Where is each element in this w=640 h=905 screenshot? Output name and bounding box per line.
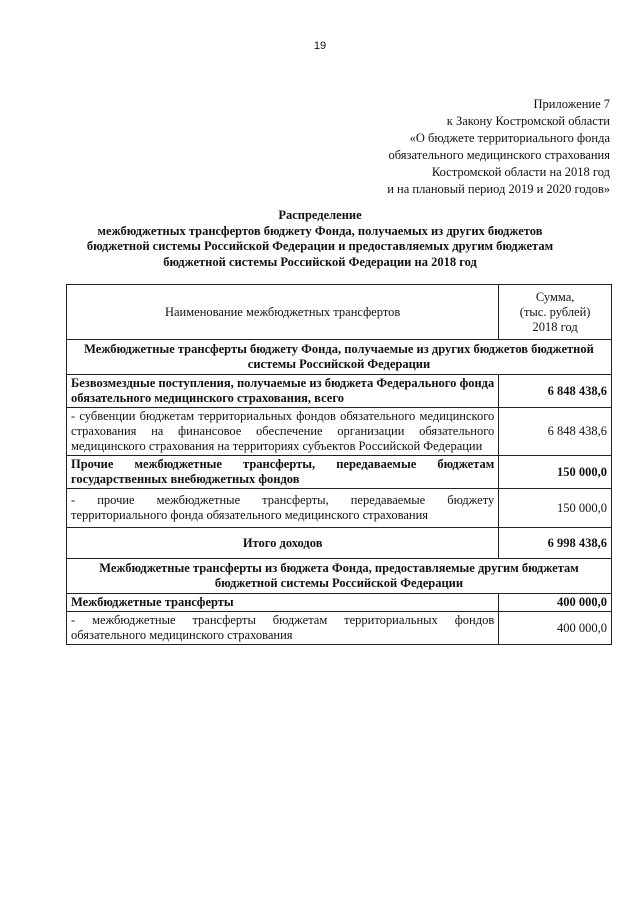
appendix-line: «О бюджете территориального фонда xyxy=(409,131,610,145)
row-value: 6 848 438,6 xyxy=(499,408,612,456)
table-row xyxy=(67,456,612,489)
row-name: - межбюджетные трансферты бюджетам территориальных фондов обязательного медицинского страхования xyxy=(67,612,499,645)
row-value: 150 000,0 xyxy=(499,456,612,489)
row-name: - прочие межбюджетные трансферты, передаваемые бюджету территориального фонда обязательного медицинского страхования xyxy=(67,489,499,528)
table-row xyxy=(67,594,612,612)
table-header-row xyxy=(67,285,612,340)
header-name-cell: Наименование межбюджетных трансфертов xyxy=(67,285,499,340)
appendix-line: и на плановый период 2019 и 2020 годов» xyxy=(387,182,610,196)
table-row xyxy=(67,612,612,645)
row-value: 400 000,0 xyxy=(499,612,612,645)
row-name: Межбюджетные трансферты xyxy=(67,594,499,612)
transfers-table xyxy=(66,284,612,645)
section-title: Межбюджетные трансферты бюджету Фонда, получаемые из других бюджетов бюджетной системы Российской Федерации xyxy=(67,340,612,375)
row-name: - субвенции бюджетам территориальных фондов обязательного медицинского страхования на финансовое обеспечение организации обязательного медицинского страхования на территориях субъектов Российской Федерации xyxy=(67,408,499,456)
total-label: Итого доходов xyxy=(67,528,499,559)
header-sum-cell xyxy=(499,285,612,340)
table-row xyxy=(67,489,612,528)
row-name: Прочие межбюджетные трансферты, передаваемые бюджетам государственных внебюджетных фондов xyxy=(67,456,499,489)
appendix-line: Костромской области на 2018 год xyxy=(431,165,610,179)
heading-line: Распределение xyxy=(278,208,362,222)
total-row xyxy=(67,528,612,559)
heading-line: бюджетной системы Российской Федерации на 2018 год xyxy=(163,254,477,269)
appendix-line: Приложение 7 xyxy=(533,97,610,111)
row-name: Безвозмездные поступления, получаемые из бюджета Федерального фонда обязательного медицинского страхования, всего xyxy=(67,375,499,408)
document-heading xyxy=(40,208,600,270)
appendix-line: к Закону Костромской области xyxy=(446,114,610,128)
header-sum-line: (тыс. рублей) xyxy=(519,304,591,319)
header-sum-line: 2018 год xyxy=(532,319,578,334)
row-value: 400 000,0 xyxy=(499,594,612,612)
table-row xyxy=(67,408,612,456)
page-number: 19 xyxy=(313,40,327,52)
appendix-line: обязательного медицинского страхования xyxy=(388,148,610,162)
section-row-expense xyxy=(67,559,612,594)
table-row xyxy=(67,375,612,408)
heading-line: бюджетной системы Российской Федерации и предоставляемых другим бюджетам xyxy=(86,239,554,253)
appendix-reference xyxy=(290,96,610,198)
section-row-income xyxy=(67,340,612,375)
row-value: 150 000,0 xyxy=(499,489,612,528)
section-title: Межбюджетные трансферты из бюджета Фонда, предоставляемые другим бюджетам бюджетной системы Российской Федерации xyxy=(67,559,612,594)
row-value: 6 848 438,6 xyxy=(499,375,612,408)
total-value: 6 998 438,6 xyxy=(499,528,612,559)
heading-line: межбюджетных трансфертов бюджету Фонда, получаемых из других бюджетов xyxy=(97,223,543,238)
header-sum-line: Сумма, xyxy=(535,289,575,304)
